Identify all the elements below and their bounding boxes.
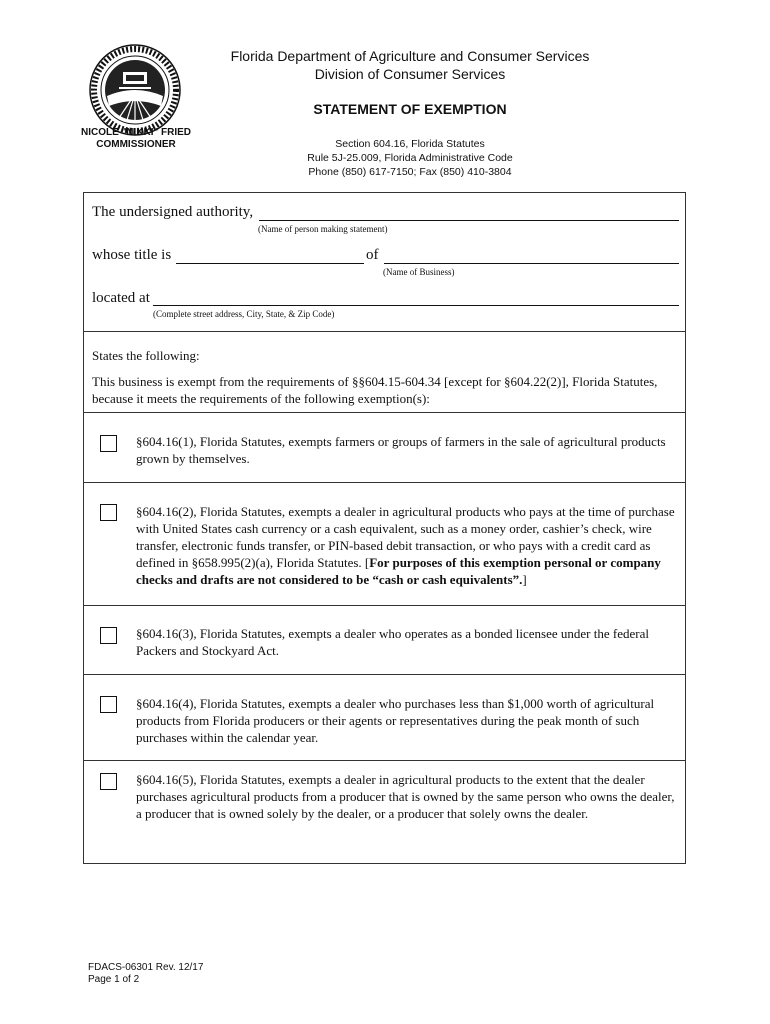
address-line[interactable] (153, 305, 679, 306)
exemption-4-text: §604.16(4), Florida Statutes, exempts a dealer who purchases less than $1,000 worth of agricultural products from Florida producers or their agents or representatives during the peak month of such purchases within the calendar year. (136, 696, 655, 745)
of-label: of (366, 247, 379, 263)
commissioner-block (70, 127, 202, 151)
phone-line: Phone (850) 617-7150; Fax (850) 410-3804 (308, 166, 512, 178)
exemption-2-text (136, 503, 681, 588)
business-hint: (Name of Business) (383, 267, 455, 277)
divider (84, 760, 685, 761)
title-line[interactable] (176, 263, 364, 264)
department-name: Florida Department of Agriculture and Consumer Services (230, 48, 590, 64)
statement-form (83, 192, 686, 864)
form-number: FDACS-06301 Rev. 12/17 (88, 962, 204, 973)
statute-line: Section 604.16, Florida Statutes (335, 138, 485, 150)
located-label: located at (92, 290, 150, 306)
exemption-3-checkbox[interactable] (100, 627, 117, 644)
exemption-2-main: §604.16(2), Florida Statutes, exempts a dealer in agricultural products who pays at the time of purchase with United States cash currency or a cash equivalent, such as a money order, cashier’s check, wire transfer, electronic funds transfer, or PIN-based debit transaction, or who pays with a credit card as defined in §658.995(2)(a), Florida Statutes. [ (136, 504, 675, 570)
address-hint: (Complete street address, City, State, & Zip Code) (153, 309, 335, 319)
title-label: whose title is (92, 247, 172, 263)
exemption-2-bold-note: For purposes of this exemption personal or company checks and drafts are not considered to be “cash or cash equivalents”. (136, 555, 661, 587)
rule-line: Rule 5J-25.009, Florida Administrative Code (307, 152, 513, 164)
divider (84, 412, 685, 413)
business-name-line[interactable] (384, 263, 679, 264)
form-footer (88, 962, 203, 986)
exemption-4-checkbox[interactable] (100, 696, 117, 713)
authority-label: The undersigned authority, (92, 204, 254, 220)
exemption-5-text: §604.16(5), Florida Statutes, exempts a dealer in agricultural products to the extent that the dealer purchases agricultural products from a producer that is owned by the same person who owns the dealer, a producer that is owned solely by the dealer, or a producer that solely owns the dealer. (136, 772, 675, 821)
commissioner-title: COMMISSIONER (96, 139, 176, 150)
statute-references (200, 137, 620, 179)
statement-body: This business is exempt from the requirements of §§604.15-604.34 [except for §604.22(2)], Florida Statutes, because it meets the requirements of the following exemption(s): (92, 374, 658, 406)
exemption-2-tail: ] (522, 572, 527, 587)
department-seal-logo (89, 44, 181, 136)
exemption-2-checkbox[interactable] (100, 504, 117, 521)
division-name: Division of Consumer Services (314, 66, 506, 82)
divider (84, 605, 685, 606)
exemption-1-text: §604.16(1), Florida Statutes, exempts farmers or groups of farmers in the sale of agricultural products grown by themselves. (136, 434, 666, 466)
divider (84, 482, 685, 483)
exemption-3-text: §604.16(3), Florida Statutes, exempts a dealer who operates as a bonded licensee under the federal Packers and Stockyard Act. (136, 626, 649, 658)
statement-intro: States the following: (92, 348, 200, 363)
authority-name-line[interactable] (259, 220, 679, 221)
divider (84, 331, 685, 332)
divider (84, 674, 685, 675)
exemption-5-checkbox[interactable] (100, 773, 117, 790)
form-title: STATEMENT OF EXEMPTION (313, 101, 507, 117)
page-number: Page 1 of 2 (88, 974, 140, 985)
exemption-1-checkbox[interactable] (100, 435, 117, 452)
commissioner-name: NICOLE "NIKKI" FRIED (80, 127, 192, 138)
authority-hint: (Name of person making statement) (258, 224, 388, 234)
